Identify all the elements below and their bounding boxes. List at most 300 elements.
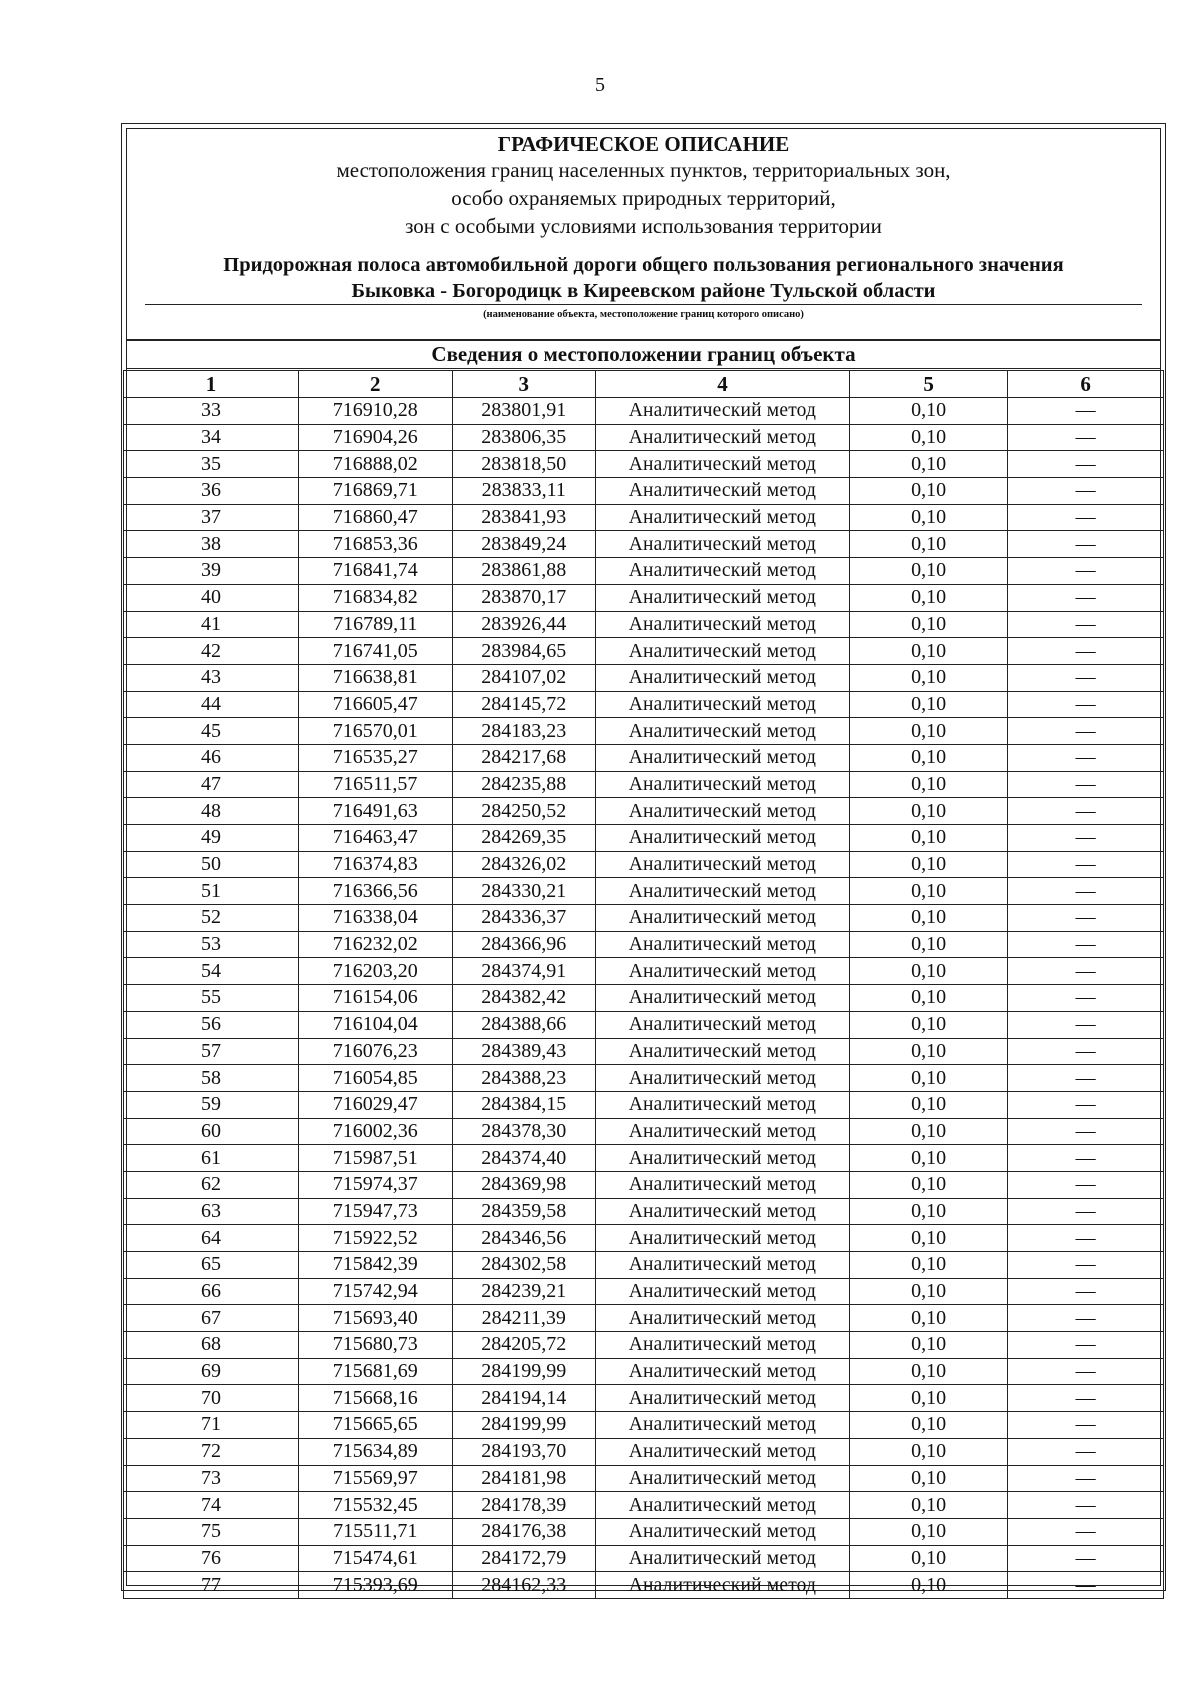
- point-number-cell: 70: [124, 1385, 299, 1412]
- description-cell: —: [1008, 905, 1164, 932]
- description-cell: —: [1008, 1198, 1164, 1225]
- y-coordinate-cell: 284235,88: [452, 771, 595, 798]
- y-coordinate-cell: 284145,72: [452, 691, 595, 718]
- accuracy-cell: 0,10: [850, 825, 1008, 852]
- point-number-cell: 44: [124, 691, 299, 718]
- point-number-cell: 76: [124, 1545, 299, 1572]
- method-cell: Аналитический метод: [595, 531, 849, 558]
- table-row: [124, 584, 1164, 611]
- x-coordinate-cell: 716366,56: [298, 878, 452, 905]
- description-cell: —: [1008, 1412, 1164, 1439]
- description-cell: —: [1008, 771, 1164, 798]
- y-coordinate-cell: 284205,72: [452, 1332, 595, 1359]
- description-cell: —: [1008, 424, 1164, 451]
- y-coordinate-cell: 284162,33: [452, 1572, 595, 1599]
- method-cell: Аналитический метод: [595, 1492, 849, 1519]
- description-cell: —: [1008, 1332, 1164, 1359]
- y-coordinate-cell: 284199,99: [452, 1412, 595, 1439]
- accuracy-cell: 0,10: [850, 1465, 1008, 1492]
- y-coordinate-cell: 284269,35: [452, 825, 595, 852]
- table-row: [124, 1545, 1164, 1572]
- point-number-cell: 48: [124, 798, 299, 825]
- y-coordinate-cell: 284250,52: [452, 798, 595, 825]
- table-row: [124, 771, 1164, 798]
- point-number-cell: 54: [124, 958, 299, 985]
- point-number-cell: 41: [124, 611, 299, 638]
- method-cell: Аналитический метод: [595, 851, 849, 878]
- document-frame-inner: [126, 128, 1161, 1596]
- accuracy-cell: 0,10: [850, 558, 1008, 585]
- x-coordinate-cell: 715693,40: [298, 1305, 452, 1332]
- method-cell: Аналитический метод: [595, 1385, 849, 1412]
- table-row: [124, 1305, 1164, 1332]
- y-coordinate-cell: 283861,88: [452, 558, 595, 585]
- accuracy-cell: 0,10: [850, 851, 1008, 878]
- table-row: [124, 424, 1164, 451]
- point-number-cell: 58: [124, 1065, 299, 1092]
- accuracy-cell: 0,10: [850, 1171, 1008, 1198]
- table-row: [124, 1572, 1164, 1599]
- y-coordinate-cell: 284359,58: [452, 1198, 595, 1225]
- boundary-coordinates-table: [123, 370, 1164, 1599]
- point-number-cell: 42: [124, 638, 299, 665]
- y-coordinate-cell: 284107,02: [452, 664, 595, 691]
- method-cell: Аналитический метод: [595, 718, 849, 745]
- y-coordinate-cell: 284211,39: [452, 1305, 595, 1332]
- point-number-cell: 61: [124, 1145, 299, 1172]
- description-cell: —: [1008, 398, 1164, 425]
- description-cell: —: [1008, 504, 1164, 531]
- accuracy-cell: 0,10: [850, 1518, 1008, 1545]
- table-row: [124, 905, 1164, 932]
- accuracy-cell: 0,10: [850, 718, 1008, 745]
- point-number-cell: 50: [124, 851, 299, 878]
- x-coordinate-cell: 716232,02: [298, 931, 452, 958]
- description-cell: —: [1008, 1252, 1164, 1279]
- table-row: [124, 1198, 1164, 1225]
- x-coordinate-cell: 715393,69: [298, 1572, 452, 1599]
- y-coordinate-cell: 283984,65: [452, 638, 595, 665]
- table-row: [124, 1171, 1164, 1198]
- accuracy-cell: 0,10: [850, 1572, 1008, 1599]
- method-cell: Аналитический метод: [595, 798, 849, 825]
- x-coordinate-cell: 716463,47: [298, 825, 452, 852]
- description-cell: —: [1008, 531, 1164, 558]
- accuracy-cell: 0,10: [850, 931, 1008, 958]
- table-row: [124, 718, 1164, 745]
- x-coordinate-cell: 715634,89: [298, 1438, 452, 1465]
- y-coordinate-cell: 283870,17: [452, 584, 595, 611]
- description-cell: —: [1008, 478, 1164, 505]
- x-coordinate-cell: 716154,06: [298, 985, 452, 1012]
- description-cell: —: [1008, 1492, 1164, 1519]
- table-row: [124, 1332, 1164, 1359]
- x-coordinate-cell: 716511,57: [298, 771, 452, 798]
- table-row: [124, 398, 1164, 425]
- point-number-cell: 35: [124, 451, 299, 478]
- method-cell: Аналитический метод: [595, 958, 849, 985]
- table-row: [124, 798, 1164, 825]
- column-header: 6: [1008, 371, 1164, 398]
- description-cell: —: [1008, 1278, 1164, 1305]
- y-coordinate-cell: 284374,40: [452, 1145, 595, 1172]
- x-coordinate-cell: 716853,36: [298, 531, 452, 558]
- y-coordinate-cell: 284172,79: [452, 1545, 595, 1572]
- method-cell: Аналитический метод: [595, 1305, 849, 1332]
- x-coordinate-cell: 716374,83: [298, 851, 452, 878]
- y-coordinate-cell: 284388,66: [452, 1011, 595, 1038]
- x-coordinate-cell: 716834,82: [298, 584, 452, 611]
- point-number-cell: 46: [124, 744, 299, 771]
- description-cell: —: [1008, 1305, 1164, 1332]
- description-cell: —: [1008, 558, 1164, 585]
- description-cell: —: [1008, 1518, 1164, 1545]
- accuracy-cell: 0,10: [850, 1545, 1008, 1572]
- x-coordinate-cell: 716029,47: [298, 1091, 452, 1118]
- accuracy-cell: 0,10: [850, 1412, 1008, 1439]
- x-coordinate-cell: 715947,73: [298, 1198, 452, 1225]
- x-coordinate-cell: 715511,71: [298, 1518, 452, 1545]
- y-coordinate-cell: 284382,42: [452, 985, 595, 1012]
- point-number-cell: 43: [124, 664, 299, 691]
- point-number-cell: 57: [124, 1038, 299, 1065]
- accuracy-cell: 0,10: [850, 1011, 1008, 1038]
- accuracy-cell: 0,10: [850, 1385, 1008, 1412]
- y-coordinate-cell: 284217,68: [452, 744, 595, 771]
- accuracy-cell: 0,10: [850, 1438, 1008, 1465]
- method-cell: Аналитический метод: [595, 905, 849, 932]
- y-coordinate-cell: 283841,93: [452, 504, 595, 531]
- description-cell: —: [1008, 958, 1164, 985]
- y-coordinate-cell: 283833,11: [452, 478, 595, 505]
- method-cell: Аналитический метод: [595, 1225, 849, 1252]
- point-number-cell: 52: [124, 905, 299, 932]
- method-cell: Аналитический метод: [595, 931, 849, 958]
- y-coordinate-cell: 284193,70: [452, 1438, 595, 1465]
- table-row: [124, 1118, 1164, 1145]
- point-number-cell: 77: [124, 1572, 299, 1599]
- point-number-cell: 33: [124, 398, 299, 425]
- table-header-row: [124, 371, 1164, 398]
- accuracy-cell: 0,10: [850, 451, 1008, 478]
- description-cell: —: [1008, 1118, 1164, 1145]
- y-coordinate-cell: 284330,21: [452, 878, 595, 905]
- y-coordinate-cell: 283926,44: [452, 611, 595, 638]
- accuracy-cell: 0,10: [850, 584, 1008, 611]
- table-row: [124, 1038, 1164, 1065]
- point-number-cell: 56: [124, 1011, 299, 1038]
- table-row: [124, 1518, 1164, 1545]
- x-coordinate-cell: 716076,23: [298, 1038, 452, 1065]
- accuracy-cell: 0,10: [850, 985, 1008, 1012]
- point-number-cell: 36: [124, 478, 299, 505]
- y-coordinate-cell: 284374,91: [452, 958, 595, 985]
- method-cell: Аналитический метод: [595, 985, 849, 1012]
- method-cell: Аналитический метод: [595, 1438, 849, 1465]
- method-cell: Аналитический метод: [595, 825, 849, 852]
- method-cell: Аналитический метод: [595, 424, 849, 451]
- x-coordinate-cell: 716910,28: [298, 398, 452, 425]
- method-cell: Аналитический метод: [595, 1145, 849, 1172]
- description-cell: —: [1008, 744, 1164, 771]
- method-cell: Аналитический метод: [595, 478, 849, 505]
- accuracy-cell: 0,10: [850, 958, 1008, 985]
- table-row: [124, 531, 1164, 558]
- point-number-cell: 67: [124, 1305, 299, 1332]
- document-header: [127, 129, 1160, 335]
- description-cell: —: [1008, 451, 1164, 478]
- description-cell: —: [1008, 798, 1164, 825]
- accuracy-cell: 0,10: [850, 1305, 1008, 1332]
- accuracy-cell: 0,10: [850, 424, 1008, 451]
- y-coordinate-cell: 284302,58: [452, 1252, 595, 1279]
- table-row: [124, 1438, 1164, 1465]
- table-row: [124, 878, 1164, 905]
- point-number-cell: 74: [124, 1492, 299, 1519]
- method-cell: Аналитический метод: [595, 1545, 849, 1572]
- point-number-cell: 65: [124, 1252, 299, 1279]
- description-cell: —: [1008, 825, 1164, 852]
- accuracy-cell: 0,10: [850, 1198, 1008, 1225]
- description-cell: —: [1008, 1358, 1164, 1385]
- table-row: [124, 691, 1164, 718]
- table-row: [124, 611, 1164, 638]
- method-cell: Аналитический метод: [595, 1465, 849, 1492]
- accuracy-cell: 0,10: [850, 1065, 1008, 1092]
- x-coordinate-cell: 716605,47: [298, 691, 452, 718]
- document-title: ГРАФИЧЕСКОЕ ОПИСАНИЕ: [497, 132, 790, 156]
- object-name-caption: (наименование объекта, местоположение границ которого описано): [483, 309, 804, 320]
- table-row: [124, 504, 1164, 531]
- point-number-cell: 49: [124, 825, 299, 852]
- accuracy-cell: 0,10: [850, 1225, 1008, 1252]
- point-number-cell: 75: [124, 1518, 299, 1545]
- accuracy-cell: 0,10: [850, 664, 1008, 691]
- accuracy-cell: 0,10: [850, 638, 1008, 665]
- point-number-cell: 72: [124, 1438, 299, 1465]
- description-cell: —: [1008, 1091, 1164, 1118]
- subtitle-line-2: особо охраняемых природных территорий,: [451, 186, 836, 210]
- description-cell: —: [1008, 1465, 1164, 1492]
- method-cell: Аналитический метод: [595, 611, 849, 638]
- description-cell: —: [1008, 1385, 1164, 1412]
- y-coordinate-cell: 284239,21: [452, 1278, 595, 1305]
- table-row: [124, 1145, 1164, 1172]
- accuracy-cell: 0,10: [850, 744, 1008, 771]
- y-coordinate-cell: 284336,37: [452, 905, 595, 932]
- description-cell: —: [1008, 1038, 1164, 1065]
- x-coordinate-cell: 716338,04: [298, 905, 452, 932]
- point-number-cell: 40: [124, 584, 299, 611]
- y-coordinate-cell: 283801,91: [452, 398, 595, 425]
- table-row: [124, 851, 1164, 878]
- x-coordinate-cell: 715680,73: [298, 1332, 452, 1359]
- accuracy-cell: 0,10: [850, 1252, 1008, 1279]
- table-body: [124, 398, 1164, 1599]
- point-number-cell: 45: [124, 718, 299, 745]
- table-row: [124, 1358, 1164, 1385]
- accuracy-cell: 0,10: [850, 798, 1008, 825]
- table-row: [124, 931, 1164, 958]
- y-coordinate-cell: 284369,98: [452, 1171, 595, 1198]
- x-coordinate-cell: 716869,71: [298, 478, 452, 505]
- section-title: Сведения о местоположении границ объекта: [127, 339, 1160, 369]
- table-row: [124, 744, 1164, 771]
- table-row: [124, 478, 1164, 505]
- description-cell: —: [1008, 1065, 1164, 1092]
- description-cell: —: [1008, 1572, 1164, 1599]
- table-row: [124, 558, 1164, 585]
- description-cell: —: [1008, 664, 1164, 691]
- table-row: [124, 1278, 1164, 1305]
- point-number-cell: 60: [124, 1118, 299, 1145]
- method-cell: Аналитический метод: [595, 1011, 849, 1038]
- description-cell: —: [1008, 1438, 1164, 1465]
- table-row: [124, 1011, 1164, 1038]
- x-coordinate-cell: 716904,26: [298, 424, 452, 451]
- method-cell: Аналитический метод: [595, 1171, 849, 1198]
- object-name-line-1: Придорожная полоса автомобильной дороги общего пользования регионального значения: [223, 254, 1064, 276]
- x-coordinate-cell: 716002,36: [298, 1118, 452, 1145]
- point-number-cell: 38: [124, 531, 299, 558]
- x-coordinate-cell: 716741,05: [298, 638, 452, 665]
- description-cell: —: [1008, 851, 1164, 878]
- y-coordinate-cell: 284178,39: [452, 1492, 595, 1519]
- method-cell: Аналитический метод: [595, 558, 849, 585]
- method-cell: Аналитический метод: [595, 1332, 849, 1359]
- method-cell: Аналитический метод: [595, 1412, 849, 1439]
- x-coordinate-cell: 715987,51: [298, 1145, 452, 1172]
- y-coordinate-cell: 284194,14: [452, 1385, 595, 1412]
- accuracy-cell: 0,10: [850, 1358, 1008, 1385]
- x-coordinate-cell: 716491,63: [298, 798, 452, 825]
- point-number-cell: 59: [124, 1091, 299, 1118]
- accuracy-cell: 0,10: [850, 1091, 1008, 1118]
- method-cell: Аналитический метод: [595, 1198, 849, 1225]
- point-number-cell: 68: [124, 1332, 299, 1359]
- y-coordinate-cell: 284384,15: [452, 1091, 595, 1118]
- description-cell: —: [1008, 691, 1164, 718]
- accuracy-cell: 0,10: [850, 1145, 1008, 1172]
- y-coordinate-cell: 284176,38: [452, 1518, 595, 1545]
- table-row: [124, 958, 1164, 985]
- accuracy-cell: 0,10: [850, 905, 1008, 932]
- method-cell: Аналитический метод: [595, 504, 849, 531]
- point-number-cell: 51: [124, 878, 299, 905]
- y-coordinate-cell: 284183,23: [452, 718, 595, 745]
- method-cell: Аналитический метод: [595, 451, 849, 478]
- x-coordinate-cell: 715681,69: [298, 1358, 452, 1385]
- y-coordinate-cell: 284378,30: [452, 1118, 595, 1145]
- y-coordinate-cell: 284199,99: [452, 1358, 595, 1385]
- description-cell: —: [1008, 1011, 1164, 1038]
- table-row: [124, 664, 1164, 691]
- description-cell: —: [1008, 584, 1164, 611]
- column-header: 5: [850, 371, 1008, 398]
- y-coordinate-cell: 284326,02: [452, 851, 595, 878]
- method-cell: Аналитический метод: [595, 1038, 849, 1065]
- point-number-cell: 62: [124, 1171, 299, 1198]
- subtitle-line-1: местоположения границ населенных пунктов, территориальных зон,: [336, 158, 951, 182]
- method-cell: Аналитический метод: [595, 398, 849, 425]
- y-coordinate-cell: 284346,56: [452, 1225, 595, 1252]
- x-coordinate-cell: 715974,37: [298, 1171, 452, 1198]
- column-header: 1: [124, 371, 299, 398]
- accuracy-cell: 0,10: [850, 1332, 1008, 1359]
- method-cell: Аналитический метод: [595, 1358, 849, 1385]
- description-cell: —: [1008, 611, 1164, 638]
- description-cell: —: [1008, 931, 1164, 958]
- table-row: [124, 985, 1164, 1012]
- method-cell: Аналитический метод: [595, 1252, 849, 1279]
- point-number-cell: 47: [124, 771, 299, 798]
- x-coordinate-cell: 716535,27: [298, 744, 452, 771]
- table-row: [124, 638, 1164, 665]
- method-cell: Аналитический метод: [595, 1278, 849, 1305]
- x-coordinate-cell: 716638,81: [298, 664, 452, 691]
- description-cell: —: [1008, 718, 1164, 745]
- description-cell: —: [1008, 985, 1164, 1012]
- y-coordinate-cell: 283818,50: [452, 451, 595, 478]
- x-coordinate-cell: 716104,04: [298, 1011, 452, 1038]
- point-number-cell: 66: [124, 1278, 299, 1305]
- x-coordinate-cell: 715665,65: [298, 1412, 452, 1439]
- method-cell: Аналитический метод: [595, 1118, 849, 1145]
- accuracy-cell: 0,10: [850, 478, 1008, 505]
- point-number-cell: 71: [124, 1412, 299, 1439]
- y-coordinate-cell: 284389,43: [452, 1038, 595, 1065]
- x-coordinate-cell: 715842,39: [298, 1252, 452, 1279]
- point-number-cell: 53: [124, 931, 299, 958]
- y-coordinate-cell: 284181,98: [452, 1465, 595, 1492]
- point-number-cell: 34: [124, 424, 299, 451]
- column-header: 3: [452, 371, 595, 398]
- y-coordinate-cell: 283849,24: [452, 531, 595, 558]
- x-coordinate-cell: 716054,85: [298, 1065, 452, 1092]
- table-row: [124, 1412, 1164, 1439]
- table-row: [124, 1065, 1164, 1092]
- table-row: [124, 1225, 1164, 1252]
- object-name-line-2: Быковка - Богородицк в Киреевском районе Тульской области: [351, 280, 936, 302]
- point-number-cell: 73: [124, 1465, 299, 1492]
- object-name-rule: [145, 304, 1142, 305]
- table-row: [124, 1492, 1164, 1519]
- accuracy-cell: 0,10: [850, 691, 1008, 718]
- method-cell: Аналитический метод: [595, 744, 849, 771]
- accuracy-cell: 0,10: [850, 771, 1008, 798]
- x-coordinate-cell: 715532,45: [298, 1492, 452, 1519]
- y-coordinate-cell: 283806,35: [452, 424, 595, 451]
- table-row: [124, 1252, 1164, 1279]
- accuracy-cell: 0,10: [850, 878, 1008, 905]
- page-number: 5: [595, 74, 605, 96]
- method-cell: Аналитический метод: [595, 1572, 849, 1599]
- table-row: [124, 825, 1164, 852]
- description-cell: —: [1008, 878, 1164, 905]
- method-cell: Аналитический метод: [595, 878, 849, 905]
- x-coordinate-cell: 716570,01: [298, 718, 452, 745]
- point-number-cell: 64: [124, 1225, 299, 1252]
- method-cell: Аналитический метод: [595, 1065, 849, 1092]
- document-frame: [121, 123, 1166, 1596]
- y-coordinate-cell: 284388,23: [452, 1065, 595, 1092]
- method-cell: Аналитический метод: [595, 691, 849, 718]
- table-row: [124, 1385, 1164, 1412]
- point-number-cell: 63: [124, 1198, 299, 1225]
- x-coordinate-cell: 716789,11: [298, 611, 452, 638]
- table-row: [124, 451, 1164, 478]
- y-coordinate-cell: 284366,96: [452, 931, 595, 958]
